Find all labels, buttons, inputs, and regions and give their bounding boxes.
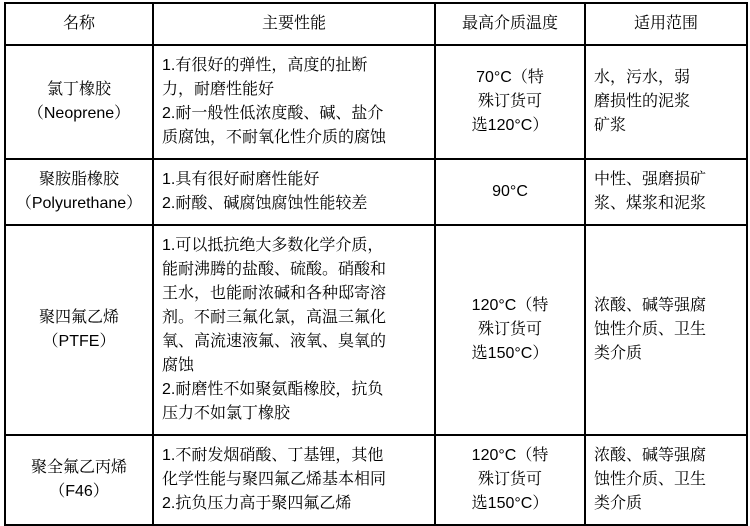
scope-line: 浓酸、碱等强腐 [594,447,707,464]
cell-max-temperature [435,435,585,525]
cell-max-temperature [435,45,585,159]
material-name-line: 聚全氟乙丙烯 [30,459,127,476]
material-name-line: 聚胺脂橡胶 [38,171,119,188]
scope-line: 蚀性介质、卫生 [594,471,707,488]
performance-line: 力，耐磨性能好 [162,81,275,98]
cell-performance [153,159,435,225]
table-row [5,435,747,525]
cell-performance [153,45,435,159]
scope-line: 水，污水，弱 [594,69,691,86]
cell-application-scope [585,45,747,159]
scope-line: 类介质 [594,345,643,362]
cell-material-name [5,159,153,225]
table-body [5,45,747,525]
scope-line: 浓酸、碱等强腐 [594,297,707,314]
performance-line: 王水，也能耐浓碱和各种邸寄溶 [162,285,387,302]
temperature-line: 殊订货可 [477,321,542,338]
table-row [5,225,747,435]
performance-line: 1.具有很好耐磨性能好 [162,171,320,188]
material-name-line: （PTFE） [42,333,116,350]
cell-performance [153,225,435,435]
cell-max-temperature [435,159,585,225]
temperature-line: 选120°C） [471,117,549,134]
temperature-line: 120°C（特 [471,297,549,314]
performance-line: 腐蚀 [162,357,195,374]
performance-line: 2.耐酸、碱腐蚀腐蚀性能较差 [162,195,368,212]
table-header-row [5,3,747,45]
material-name-line: （Polyurethane） [15,195,143,212]
performance-line: 2.抗负压力高于聚四氟乙烯 [162,495,352,512]
material-name-line: 聚四氟乙烯 [38,309,119,326]
table-header [5,3,747,45]
scope-line: 类介质 [594,495,643,512]
scope-line: 浆、煤浆和泥浆 [594,195,707,212]
performance-line: 1.不耐发烟硝酸、丁基锂，其他 [162,447,384,464]
table-row [5,159,747,225]
column-header-max-temperature: 最高介质温度 [435,3,585,45]
temperature-line: 殊订货可 [477,93,542,110]
scope-line: 矿浆 [594,117,627,134]
cell-application-scope [585,159,747,225]
performance-line: 氧、高流速液氟、液氧、臭氧的 [162,333,387,350]
performance-line: 1.有很好的弹性，高度的扯断 [162,57,368,74]
column-header-name: 名称 [5,3,153,45]
cell-application-scope [585,225,747,435]
performance-line: 剂。不耐三氟化氯，高温三氟化 [162,309,387,326]
performance-line: 压力不如氯丁橡胶 [162,405,291,422]
temperature-line: 殊订货可 [477,471,542,488]
table-row [5,45,747,159]
performance-line: 2.耐一般性低浓度酸、碱、盐介 [162,105,384,122]
temperature-line: 选150°C） [471,345,549,362]
material-name-line: （Neoprene） [27,105,131,122]
cell-material-name [5,225,153,435]
cell-performance [153,435,435,525]
performance-line: 1.可以抵抗绝大多数化学介质， [162,237,384,254]
temperature-line: 70°C（特 [476,69,544,86]
performance-line: 2.耐磨性不如聚氨酯橡胶，抗负 [162,381,384,398]
lining-material-table [4,2,748,526]
column-header-application-scope: 适用范围 [585,3,747,45]
scope-line: 磨损性的泥浆 [594,93,691,110]
temperature-line: 90°C [492,183,528,200]
cell-material-name [5,435,153,525]
performance-line: 质腐蚀，不耐氧化性介质的腐蚀 [162,129,387,146]
cell-application-scope [585,435,747,525]
temperature-line: 120°C（特 [471,447,549,464]
performance-line: 能耐沸腾的盐酸、硫酸。硝酸和 [162,261,387,278]
column-header-performance: 主要性能 [153,3,435,45]
material-name-line: （F46） [49,483,109,500]
cell-max-temperature [435,225,585,435]
performance-line: 化学性能与聚四氟乙烯基本相同 [162,471,387,488]
cell-material-name [5,45,153,159]
material-name-line: 氯丁橡胶 [46,81,111,98]
scope-line: 蚀性介质、卫生 [594,321,707,338]
temperature-line: 选150°C） [471,495,549,512]
scope-line: 中性、强磨损矿 [594,171,707,188]
